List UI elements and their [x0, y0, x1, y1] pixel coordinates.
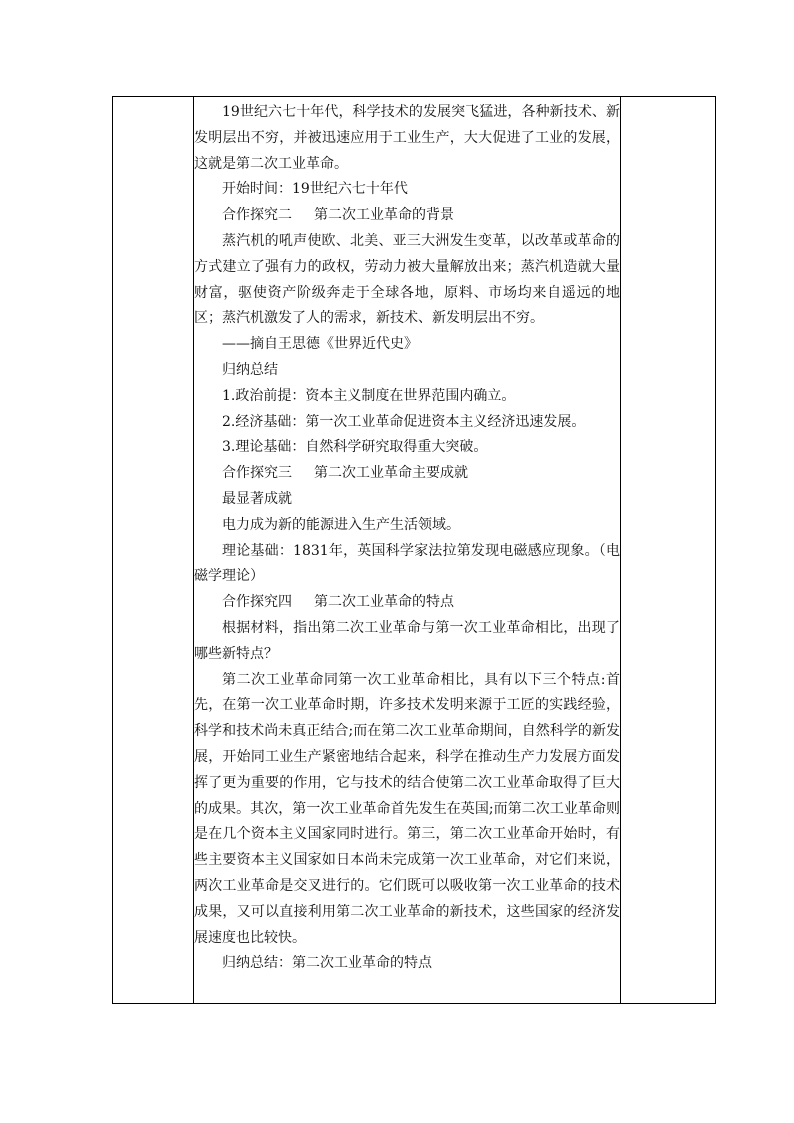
- right-column-cell: [621, 97, 716, 1004]
- intro-paragraph: 19世纪六七十年代，科学技术的发展突飞猛进，各种新技术、新发明层出不穷，并被迅速应用于工业生产，大大促进了工业的发展，这就是第二次工业革命。: [194, 104, 620, 172]
- start-time-line: 开始时间：19世纪六七十年代: [222, 181, 408, 198]
- lesson-plan-table: [112, 96, 716, 1004]
- section-title: 第二次工业革命的背景: [314, 207, 454, 224]
- theory-basis-paragraph: 理论基础：1831年，英国科学家法拉第发现电磁感应现象。（电磁学理论）: [194, 542, 620, 585]
- background-material-paragraph: 蒸汽机的吼声使欧、北美、亚三大洲发生变革，以改革或革命的方式建立了强有力的政权，劳动力被大量解放出来；蒸汽机造就大量财富，驱使资产阶级奔走于全球各地，原料、市场均来自遥远的地区；蒸汽机激发了人的需求，新技术、新发明层出不穷。: [194, 232, 620, 327]
- section-prefix: 合作探究三: [222, 465, 292, 482]
- section-prefix: 合作探究四: [222, 594, 292, 611]
- summary-item: 3.理论基础：自然科学研究取得重大突破。: [222, 439, 488, 456]
- section-prefix: 合作探究二: [222, 207, 292, 224]
- main-content-cell: [194, 97, 621, 1004]
- section-title: 第二次工业革命主要成就: [314, 465, 468, 482]
- question-paragraph: 根据材料，指出第二次工业革命与第一次工业革命相比，出现了哪些新特点？: [194, 619, 620, 662]
- summary-item: 2.经济基础：第一次工业革命促进资本主义经济迅速发展。: [222, 413, 586, 430]
- table-row: [113, 97, 716, 1004]
- section-title: 第二次工业革命的特点: [314, 594, 454, 611]
- summary-item: 1.政治前提：资本主义制度在世界范围内确立。: [222, 387, 516, 404]
- section-heading-background: [194, 203, 620, 229]
- achievement-label: 最显著成就: [222, 490, 292, 507]
- section-heading-features: [194, 590, 620, 616]
- features-summary-label: 归纳总结：第二次工业革命的特点: [222, 955, 432, 972]
- summary-label: 归纳总结: [222, 361, 278, 378]
- achievement-text: 电力成为新的能源进入生产生活领域。: [222, 516, 460, 533]
- section-heading-achievements: [194, 461, 620, 487]
- content-body: [194, 97, 620, 977]
- source-citation: ——摘自王思德《世界近代史》: [222, 336, 418, 353]
- left-column-cell: [113, 97, 194, 1004]
- features-answer-paragraph: 第二次工业革命同第一次工业革命相比，具有以下三个特点:首先，在第一次工业革命时期，许多技术发明来源于工匠的实践经验，科学和技术尚未真正结合;而在第二次工业革命期间，自然科学的新发展，开始同工业生产紧密地结合起来，科学在推动生产力发展方面发挥了更为重要的作用，它与技术的结合使第二次工业革命取得了巨大的成果。其次，第一次工业革命首先发生在英国;而第二次工业革命则是在几个资本主义国家同时进行。第三，第二次工业革命开始时，有些主要资本主义国家如日本尚未完成第一次工业革命，对它们来说，两次工业革命是交叉进行的。它们既可以吸收第一次工业革命的技术成果，又可以直接利用第二次工业革命的新技术，这些国家的经济发展速度也比较快。: [194, 671, 620, 946]
